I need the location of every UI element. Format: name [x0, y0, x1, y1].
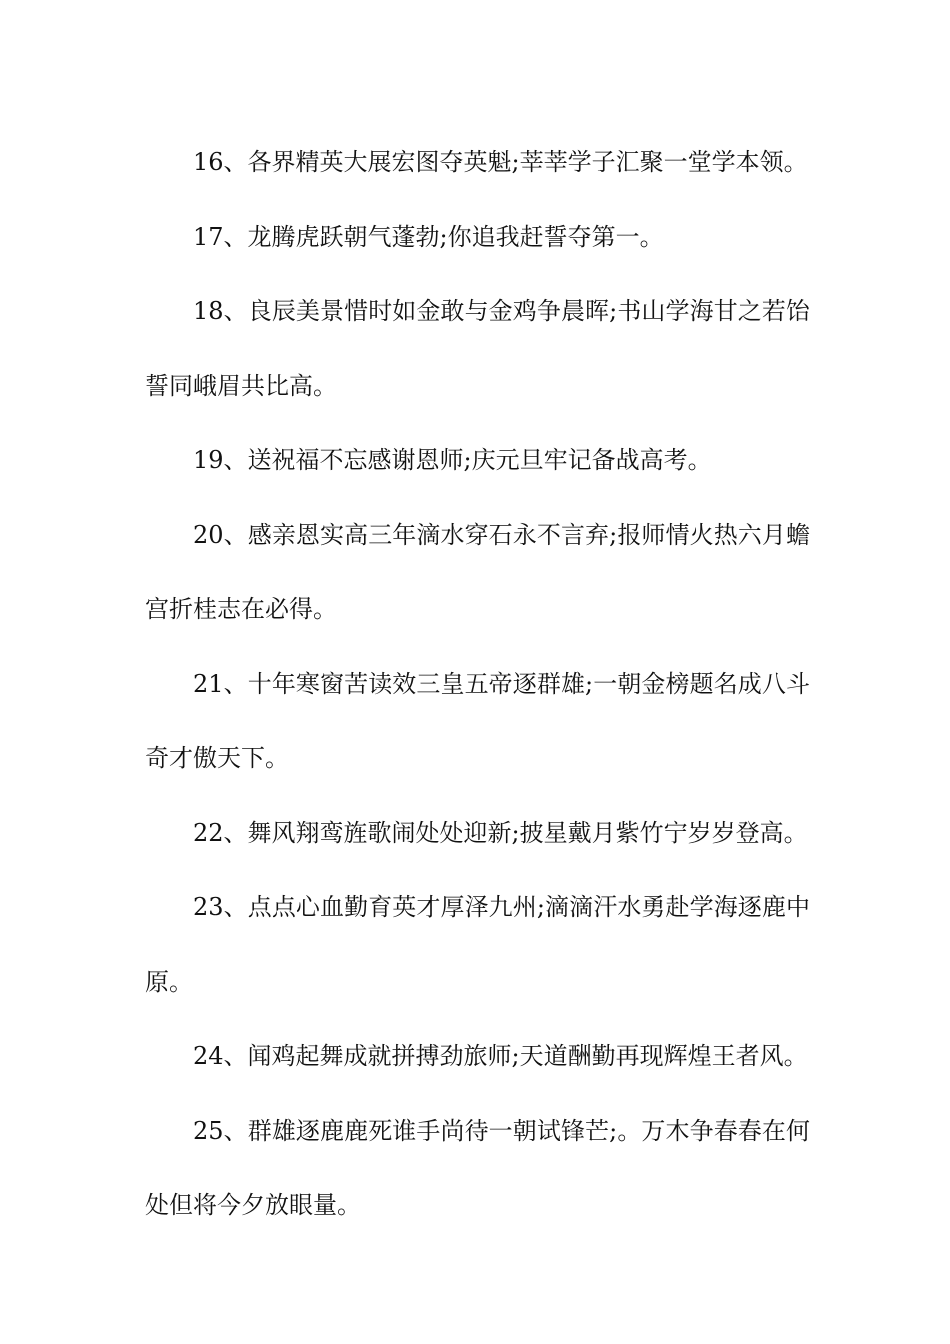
- paragraph-text-continued: 宫折桂志在必得。: [145, 595, 337, 623]
- paragraph-text-continued: 奇才傲天下。: [145, 744, 289, 772]
- paragraph-17: [145, 200, 810, 275]
- paragraph-25: [145, 1094, 810, 1243]
- paragraph-24: [145, 1019, 810, 1094]
- paragraph-text: 20、感亲恩实高三年滴水穿石永不言弃;报师情火热六月蟾: [193, 520, 810, 549]
- paragraph-20: [145, 498, 810, 647]
- paragraph-23: [145, 870, 810, 1019]
- paragraph-21: [145, 647, 810, 796]
- document-body: [145, 125, 810, 1243]
- paragraph-text-continued: 原。: [145, 967, 193, 996]
- paragraph-18: [145, 274, 810, 423]
- paragraph-text: 17、龙腾虎跃朝气蓬勃;你追我赶誓夺第一。: [193, 222, 664, 251]
- paragraph-16: [145, 125, 810, 200]
- paragraph-text: 19、送祝福不忘感谢恩师;庆元旦牢记备战高考。: [193, 446, 712, 474]
- paragraph-19: [145, 423, 810, 498]
- paragraph-text-continued: 处但将今夕放眼量。: [145, 1191, 361, 1219]
- paragraph-text: 25、群雄逐鹿鹿死谁手尚待一朝试锋芒;。万木争春春在何: [193, 1116, 810, 1145]
- paragraph-text-continued: 誓同峨眉共比高。: [145, 371, 337, 400]
- paragraph-22: [145, 796, 810, 871]
- paragraph-text: 21、十年寒窗苦读效三皇五帝逐群雄;一朝金榜题名成八斗: [193, 669, 810, 698]
- paragraph-text: 16、各界精英大展宏图夺英魁;莘莘学子汇聚一堂学本领。: [193, 148, 808, 176]
- paragraph-text: 24、闻鸡起舞成就拼搏劲旅师;天道酬勤再现辉煌王者风。: [193, 1042, 808, 1070]
- paragraph-text: 18、良辰美景惜时如金敢与金鸡争晨晖;书山学海甘之若饴: [193, 297, 810, 325]
- paragraph-text: 22、舞风翔鸾旌歌闹处处迎新;披星戴月紫竹宁岁岁登高。: [193, 818, 808, 847]
- paragraph-text: 23、点点心血勤育英才厚泽九州;滴滴汗水勇赴学海逐鹿中: [193, 893, 810, 921]
